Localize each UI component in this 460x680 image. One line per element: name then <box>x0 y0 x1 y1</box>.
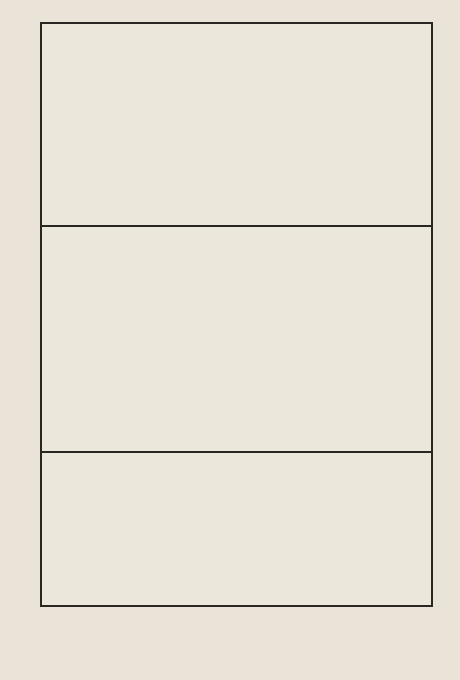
page-frame <box>40 22 433 607</box>
section-divider-bottom <box>40 451 433 453</box>
section-divider-top <box>40 225 433 227</box>
